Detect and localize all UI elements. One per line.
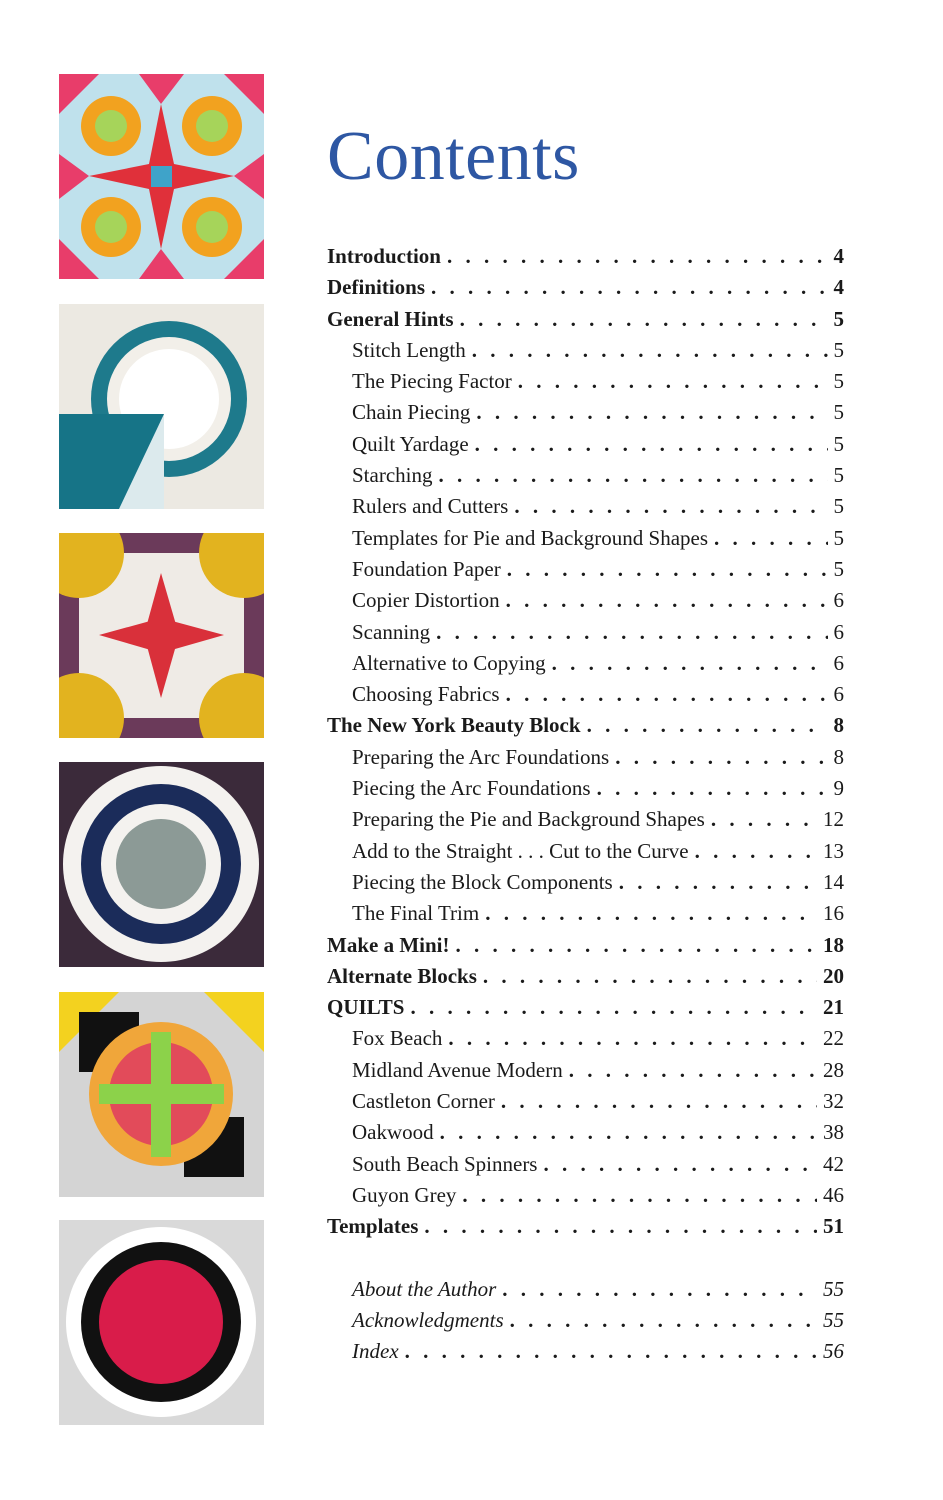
toc-entry-about-the-author[interactable] bbox=[327, 1277, 844, 1308]
toc-entry-alternate-blocks[interactable] bbox=[327, 964, 844, 995]
dot-leader bbox=[431, 275, 827, 300]
toc-entry-label: Guyon Grey bbox=[352, 1182, 457, 1207]
quilt-block-photo-1 bbox=[59, 74, 264, 279]
toc-entry-index[interactable] bbox=[327, 1339, 844, 1370]
toc-entry-label: Templates bbox=[327, 1214, 419, 1239]
toc-subentry[interactable] bbox=[327, 432, 844, 463]
toc-entry-label: Midland Avenue Modern bbox=[352, 1057, 563, 1082]
toc-entry-label: Templates for Pie and Background Shapes bbox=[352, 525, 709, 550]
dot-leader bbox=[552, 651, 828, 676]
toc-entry-label: Stitch Length bbox=[352, 337, 466, 362]
toc-subentry[interactable] bbox=[327, 338, 844, 369]
toc-entry-label: The Piecing Factor bbox=[352, 369, 512, 394]
toc-page-number: 13 bbox=[823, 838, 844, 863]
dot-leader bbox=[510, 1308, 817, 1333]
toc-page-number: 28 bbox=[823, 1057, 844, 1082]
toc-page-number: 20 bbox=[823, 963, 844, 988]
quilt-block-photo-3 bbox=[59, 533, 264, 738]
toc-entry-make-a-mini[interactable] bbox=[327, 933, 844, 964]
dot-leader bbox=[514, 494, 827, 519]
toc-entry-label: Alternate Blocks bbox=[327, 963, 477, 988]
quilt-block-photo-6 bbox=[59, 1220, 264, 1425]
dot-leader bbox=[711, 807, 817, 832]
toc-subentry[interactable] bbox=[327, 463, 844, 494]
dot-leader bbox=[440, 1120, 817, 1145]
toc-subentry[interactable] bbox=[327, 588, 844, 619]
toc-entry-label: Introduction bbox=[327, 244, 441, 268]
toc-subentry[interactable] bbox=[327, 400, 844, 431]
toc-entry-label: Quilt Yardage bbox=[352, 431, 469, 456]
toc-subentry[interactable] bbox=[327, 526, 844, 557]
dot-leader bbox=[472, 338, 828, 363]
dot-leader bbox=[455, 933, 817, 958]
dot-leader bbox=[475, 432, 828, 457]
dot-leader bbox=[462, 1183, 817, 1208]
toc-subentry[interactable] bbox=[327, 870, 844, 901]
dot-leader bbox=[695, 839, 817, 864]
dot-leader bbox=[587, 713, 828, 738]
toc-entry-label: The Final Trim bbox=[352, 901, 480, 926]
dot-leader bbox=[597, 776, 828, 801]
toc-entry-label: QUILTS bbox=[327, 995, 405, 1020]
toc-entry-label: Foundation Paper bbox=[352, 556, 501, 581]
toc-entry-label: Oakwood bbox=[352, 1120, 434, 1145]
toc-entry-new-york-beauty-block[interactable] bbox=[327, 713, 844, 744]
toc-subentry[interactable] bbox=[327, 1026, 844, 1057]
toc-page-number: 5 bbox=[833, 463, 844, 488]
dot-leader bbox=[438, 463, 827, 488]
toc-subentry[interactable] bbox=[327, 494, 844, 525]
dot-leader bbox=[447, 244, 828, 269]
toc-entry-label: Add to the Straight . . . Cut to the Curve bbox=[352, 838, 689, 863]
toc-entry-quilts[interactable] bbox=[327, 995, 844, 1026]
toc-entry-label: Piecing the Block Components bbox=[352, 869, 613, 894]
toc-subentry[interactable] bbox=[327, 369, 844, 400]
toc-subentry[interactable] bbox=[327, 557, 844, 588]
dot-leader bbox=[502, 1277, 817, 1302]
toc-entry-label: Copier Distortion bbox=[352, 588, 500, 613]
toc-page-number: 5 bbox=[833, 400, 844, 425]
toc-entry-label: Castleton Corner bbox=[352, 1089, 495, 1114]
toc-page-number: 5 bbox=[833, 431, 844, 456]
toc-subentry[interactable] bbox=[327, 1120, 844, 1151]
toc-entry-label: Acknowledgments bbox=[352, 1307, 504, 1332]
toc-subentry[interactable] bbox=[327, 1058, 844, 1089]
toc-page-number: 6 bbox=[833, 650, 844, 675]
toc-page-number: 51 bbox=[823, 1214, 844, 1239]
toc-entry-label: General Hints bbox=[327, 306, 454, 331]
toc-page-number: 5 bbox=[833, 337, 844, 362]
toc-entry-label: Starching bbox=[352, 463, 433, 488]
toc-subentry[interactable] bbox=[327, 745, 844, 776]
page-title: Contents bbox=[327, 118, 580, 195]
dot-leader bbox=[476, 400, 827, 425]
toc-entry-label: Definitions bbox=[327, 275, 426, 300]
toc-page-number: 5 bbox=[833, 525, 844, 550]
toc-page-number: 6 bbox=[833, 619, 844, 644]
dot-leader bbox=[424, 1214, 817, 1239]
toc-page-number: 38 bbox=[823, 1120, 844, 1145]
dot-leader bbox=[507, 557, 828, 582]
toc-entry-label: Preparing the Pie and Background Shapes bbox=[352, 807, 705, 832]
section-gap bbox=[327, 1246, 844, 1277]
toc-page-number: 22 bbox=[823, 1026, 844, 1051]
toc-page-number: 5 bbox=[833, 556, 844, 581]
toc-entry-label: Make a Mini! bbox=[327, 932, 450, 957]
toc-entry-general-hints[interactable] bbox=[327, 307, 844, 338]
dot-leader bbox=[714, 526, 827, 551]
toc-page-number: 42 bbox=[823, 1151, 844, 1176]
toc-subentry[interactable] bbox=[327, 807, 844, 838]
toc-subentry[interactable] bbox=[327, 1183, 844, 1214]
dot-leader bbox=[518, 369, 828, 394]
toc-page-number: 5 bbox=[833, 494, 844, 519]
toc-page-number: 4 bbox=[833, 244, 844, 268]
toc-page-number: 46 bbox=[823, 1182, 844, 1207]
toc-page-number: 4 bbox=[833, 275, 844, 300]
toc-page-number: 56 bbox=[823, 1339, 844, 1364]
toc-entry-label: About the Author bbox=[352, 1276, 497, 1301]
dot-leader bbox=[506, 588, 828, 613]
toc-entry-label: Choosing Fabrics bbox=[352, 682, 500, 707]
toc-subentry[interactable] bbox=[327, 1089, 844, 1120]
toc-page-number: 55 bbox=[823, 1276, 844, 1301]
toc-page-number: 12 bbox=[823, 807, 844, 832]
toc-subentry[interactable] bbox=[327, 839, 844, 870]
toc-entry-definitions[interactable] bbox=[327, 275, 844, 306]
toc-page-number: 9 bbox=[833, 776, 844, 801]
toc-entry-templates[interactable] bbox=[327, 1214, 844, 1245]
dot-leader bbox=[615, 745, 827, 770]
toc-subentry[interactable] bbox=[327, 651, 844, 682]
dot-leader bbox=[460, 307, 828, 332]
toc-subentry[interactable] bbox=[327, 1152, 844, 1183]
quilt-block-photo-2 bbox=[59, 304, 264, 509]
toc-entry-introduction[interactable] bbox=[327, 244, 844, 275]
toc-page-number: 8 bbox=[833, 744, 844, 769]
toc-entry-label: Rulers and Cutters bbox=[352, 494, 509, 519]
toc-entry-label: Alternative to Copying bbox=[352, 650, 546, 675]
toc-entry-label: Index bbox=[352, 1339, 399, 1364]
dot-leader bbox=[483, 964, 817, 989]
toc-page-number: 8 bbox=[833, 713, 844, 738]
toc-entry-label: Scanning bbox=[352, 619, 431, 644]
toc-page-number: 21 bbox=[823, 995, 844, 1020]
toc-page-number: 5 bbox=[833, 306, 844, 331]
toc-entry-label: The New York Beauty Block bbox=[327, 713, 581, 738]
dot-leader bbox=[543, 1152, 817, 1177]
toc-page-number: 14 bbox=[823, 869, 844, 894]
toc-page-number: 55 bbox=[823, 1307, 844, 1332]
toc-subentry[interactable] bbox=[327, 901, 844, 932]
toc-page-number: 32 bbox=[823, 1089, 844, 1114]
toc-subentry[interactable] bbox=[327, 620, 844, 651]
toc-entry-acknowledgments[interactable] bbox=[327, 1308, 844, 1339]
dot-leader bbox=[436, 620, 827, 645]
toc-page-number: 18 bbox=[823, 932, 844, 957]
quilt-block-photo-5 bbox=[59, 992, 264, 1197]
toc-subentry[interactable] bbox=[327, 776, 844, 807]
dot-leader bbox=[569, 1058, 817, 1083]
toc-entry-label: Piecing the Arc Foundations bbox=[352, 776, 591, 801]
toc-entry-label: Preparing the Arc Foundations bbox=[352, 744, 610, 769]
toc-entry-label: Fox Beach bbox=[352, 1026, 443, 1051]
quilt-block-photo-4 bbox=[59, 762, 264, 967]
toc-entry-label: Chain Piecing bbox=[352, 400, 471, 425]
toc-entry-label: South Beach Spinners bbox=[352, 1151, 538, 1176]
toc-page-number: 5 bbox=[833, 369, 844, 394]
table-of-contents bbox=[327, 244, 844, 1370]
dot-leader bbox=[485, 901, 817, 926]
toc-subentry[interactable] bbox=[327, 682, 844, 713]
toc-page-number: 16 bbox=[823, 901, 844, 926]
dot-leader bbox=[410, 995, 817, 1020]
dot-leader bbox=[501, 1089, 817, 1114]
toc-page-number: 6 bbox=[833, 682, 844, 707]
toc-page-number: 6 bbox=[833, 588, 844, 613]
dot-leader bbox=[405, 1339, 817, 1364]
dot-leader bbox=[619, 870, 817, 895]
dot-leader bbox=[506, 682, 828, 707]
dot-leader bbox=[448, 1026, 817, 1051]
